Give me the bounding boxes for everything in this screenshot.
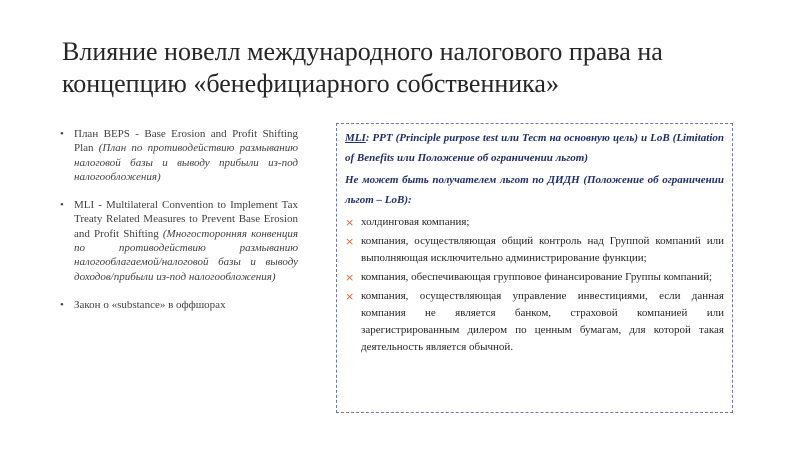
list-item-beps [60, 127, 298, 184]
cross-icon: × [345, 235, 355, 248]
list-item-text: компания, осуществляющая управление инвестициями, если данная компания не является банком, страховой компанией или зарегистрированным дилером по ценным бумагам, для которой такая деятельность является обычной. [361, 290, 724, 353]
list-item-text: компания, обеспечивающая групповое финансирование Группы компаний; [361, 271, 713, 283]
item-text: MLI - Multilateral Convention to Implement Tax Treaty Related Measures to Prevent Base Erosion and Profit Shifting [74, 199, 298, 240]
mli-label: MLI [345, 132, 366, 144]
cross-icon: × [345, 290, 355, 303]
list-item-text: компания, осуществляющая общий контроль над Группой компаний или выполняющая исключительно администрирование функции; [361, 235, 724, 264]
list-item-text: холдинговая компания; [361, 216, 470, 228]
list-item-substance [60, 298, 298, 312]
list-item-mli [60, 198, 298, 284]
item-text: Закон о «substance» в оффшорах [74, 298, 226, 311]
box-heading-ppt-lob [345, 128, 724, 168]
slide-title: Влияние новелл международного налогового права на концепцию «бенефициарного собственника» [62, 37, 663, 98]
list-item [345, 288, 724, 356]
list-item [345, 233, 724, 267]
mli-info-box [336, 123, 733, 413]
box-heading-rest: : PPT (Principle purpose test или Тест на основную цель) и LoB (Limitation of Benefits или Положение об ограничении льгот) [345, 132, 724, 164]
left-bullet-list [60, 127, 298, 326]
ineligible-company-list [345, 214, 724, 356]
box-heading-lob: Не может быть получателем льгот по ДИДН (Положение об ограничении льгот – LoB): [345, 174, 724, 206]
item-translation: (Многосторонняя конвенция по противодействию размыванию налогооблагаемой/налоговой базы и выводу доходов/прибыли из-под налогообложения) [74, 227, 299, 283]
item-translation: (План по противодействию размыванию налоговой базы и выводу прибыли из-под налогообложения) [74, 142, 298, 183]
list-item [345, 214, 724, 231]
item-text: План BEPS - Base Erosion and Profit Shifting Plan [74, 128, 298, 155]
cross-icon: × [345, 271, 355, 284]
list-item [345, 269, 724, 286]
cross-icon: × [345, 216, 355, 229]
